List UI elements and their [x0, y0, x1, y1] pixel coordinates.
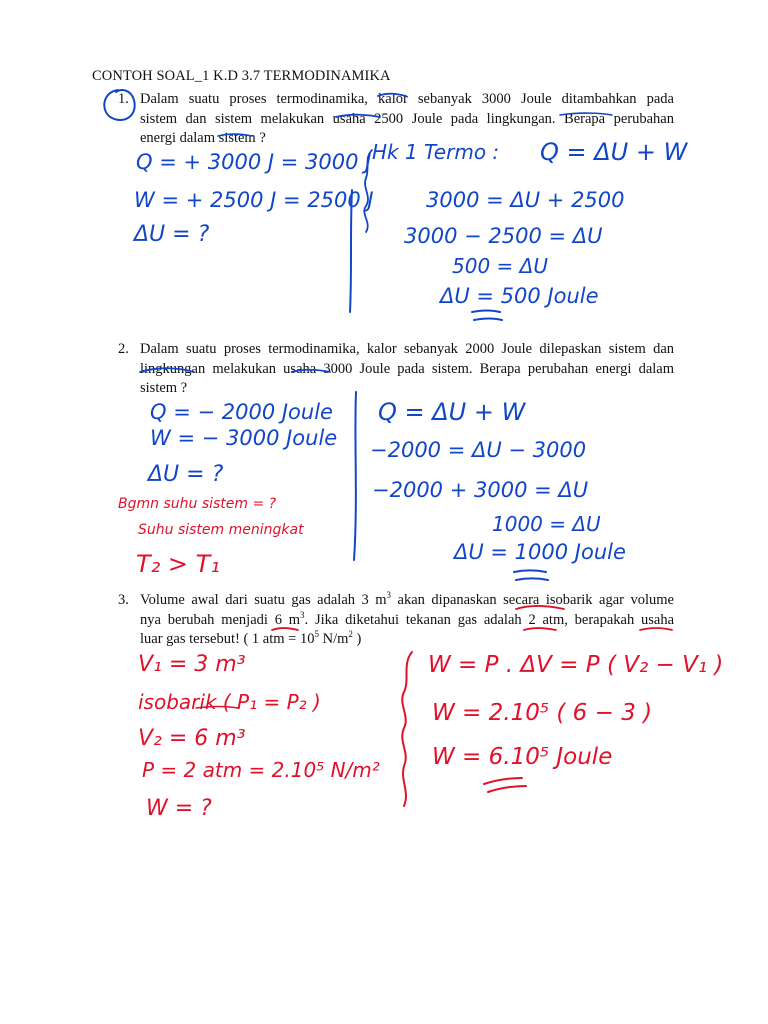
underline-mark [488, 786, 526, 792]
hw-q2-delta-u: ΔU = ? [148, 462, 224, 487]
question-number: 3. [118, 592, 129, 608]
underline-mark [472, 311, 500, 313]
hw-q2-formula: Q = ΔU + W [378, 398, 526, 426]
underline-mark [474, 319, 502, 321]
question-number: 1. [118, 91, 129, 107]
hw-q1-delta-u: ΔU = ? [134, 222, 210, 247]
hw-q2-temp-compare: T₂ > T₁ [136, 550, 220, 578]
hw-q3-v1: V₁ = 3 m³ [138, 652, 246, 677]
page-title: CONTOH SOAL_1 K.D 3.7 TERMODINAMIKA [92, 68, 391, 84]
question-line: lingkungan melakukan usaha 3000 Joule pada sistem. Berapa perubahan energi dalam [140, 360, 674, 377]
hw-q1-law-label: Hk 1 Termo : [372, 140, 500, 164]
question-line: Dalam suatu proses termodinamika, kalor sebanyak 3000 Joule ditambahkan pada [140, 91, 674, 107]
question-line: energi dalam sistem ? [140, 130, 266, 146]
hw-q1-answer: ΔU = 500 Joule [440, 284, 599, 308]
question-line: nya berubah menjadi 6 $m^3$. Jika diketahui tekanan gas adalah 2 atm, berapakah usaha [140, 609, 674, 628]
question-line: Volume awal dari suatu gas adalah 3 $m^3$ akan dipanaskan secara isobarik agar volume [140, 590, 674, 608]
hw-q2-answer: ΔU = 1000 Joule [454, 540, 626, 564]
question-line: luar gas tersebut! ( 1 atm = $10^5$ $N/m^2$ ) [140, 629, 362, 647]
hw-q3-v2: V₂ = 6 m³ [138, 726, 246, 751]
hw-q2-heat: Q = − 2000 Joule [150, 400, 333, 424]
hw-q1-formula: Q = ΔU + W [540, 138, 688, 166]
underline-mark [484, 778, 522, 784]
question-line: sistem dan sistem melakukan usaha 2500 Joule pada lingkungan. Berapa perubahan [140, 110, 674, 127]
hw-q3-work-unknown: W = ? [146, 796, 212, 821]
hw-q3-formula: W = P . ΔV = P ( V₂ − V₁ ) [428, 652, 724, 678]
hw-q2-step3: 1000 = ΔU [492, 512, 601, 536]
hw-q1-step2: 3000 − 2500 = ΔU [404, 224, 603, 248]
hw-q2-temp-rises: Suhu sistem meningkat [138, 522, 304, 538]
hw-q2-work: W = − 3000 Joule [150, 426, 338, 450]
hw-q1-work: W = + 2500 J = 2500 J [134, 188, 374, 212]
question-number: 2. [118, 341, 129, 357]
question-line: sistem ? [140, 380, 188, 396]
question-line: Dalam suatu proses termodinamika, kalor sebanyak 2000 Joule dilepaskan sistem dan [140, 341, 674, 357]
hw-q2-question-temp: Bgmn suhu sistem = ? [118, 496, 277, 512]
hw-q2-step1: −2000 = ΔU − 3000 [370, 438, 587, 462]
hw-q3-step1: W = 2.10⁵ ( 6 − 3 ) [432, 700, 653, 726]
divider-mark [354, 392, 356, 560]
underline-mark [516, 579, 548, 581]
hw-q3-answer: W = 6.10⁵ Joule [432, 744, 613, 770]
hw-q1-step3: 500 = ΔU [452, 254, 548, 278]
brace-mark [402, 652, 412, 806]
underline-mark [514, 571, 546, 573]
hw-q3-isobaric: isobarik ( P₁ = P₂ ) [138, 690, 321, 714]
hw-q2-step2: −2000 + 3000 = ΔU [372, 478, 589, 502]
hw-q1-heat: Q = + 3000 J = 3000 J [136, 150, 372, 174]
hw-q1-step1: 3000 = ΔU + 2500 [426, 188, 625, 212]
hw-q3-pressure: P = 2 atm = 2.10⁵ N/m² [142, 758, 380, 782]
